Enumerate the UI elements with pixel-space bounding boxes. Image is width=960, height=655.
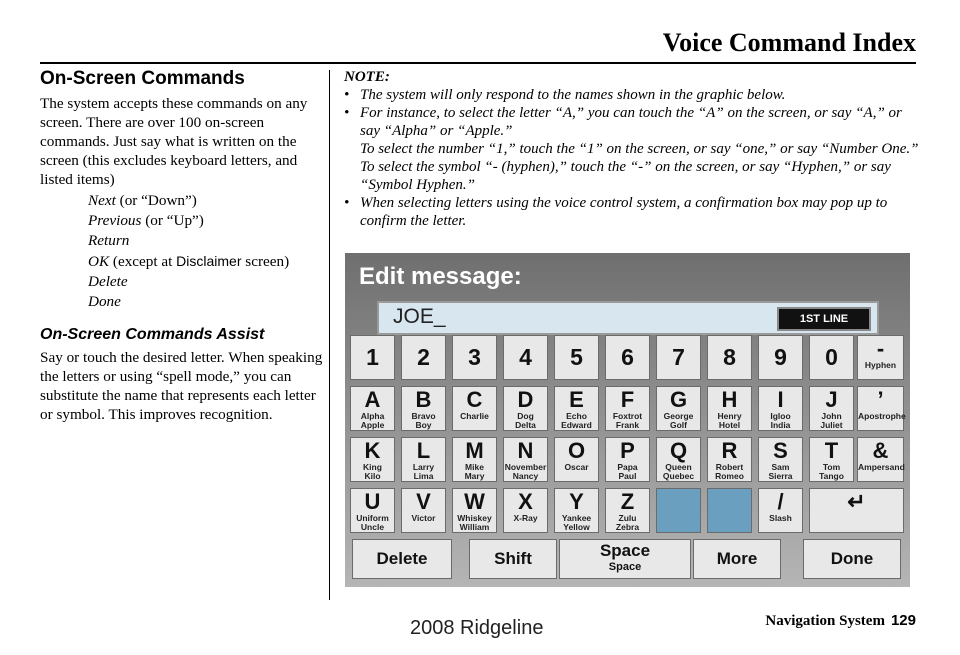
command-done: Done <box>88 293 121 310</box>
key-6[interactable]: 6 <box>605 335 650 380</box>
screen-title: Edit message: <box>359 263 522 290</box>
shift-button[interactable]: Shift <box>469 539 557 579</box>
key-n[interactable]: N November Nancy <box>504 438 547 481</box>
key-z[interactable]: Z Zulu Zebra <box>605 488 650 533</box>
page-header-title: Voice Command Index <box>662 28 916 57</box>
key-g[interactable]: G George Golf <box>656 386 701 431</box>
first-line-button[interactable]: 1ST LINE <box>777 307 871 331</box>
key-k[interactable]: K King Kilo <box>350 437 395 482</box>
note-block <box>344 68 924 230</box>
key-d[interactable]: D Dog Delta <box>503 386 548 431</box>
key-2[interactable]: 2 <box>401 335 446 380</box>
watermark-text: 2008 Ridgeline <box>410 617 544 639</box>
key-t[interactable]: T Tom Tango <box>809 437 854 482</box>
note-sub-number: To select the number “1,” touch the “1” on the screen, or say “one,” or say “Number One.” <box>360 141 919 157</box>
command-previous: Previous (or “Up”) <box>88 212 204 229</box>
key-7[interactable]: 7 <box>656 335 701 380</box>
column-divider <box>329 70 330 600</box>
note-bullet-1: • The system will only respond to the names shown in the graphic below. <box>344 87 786 103</box>
command-ok: OK (except at Disclaimer screen) <box>88 253 290 270</box>
key-s[interactable]: S Sam Sierra <box>758 437 803 482</box>
key-b[interactable]: B Bravo Boy <box>401 386 446 431</box>
key-5[interactable]: 5 <box>554 335 599 380</box>
footer-label: Navigation System <box>765 613 885 629</box>
key-f[interactable]: F Foxtrot Frank <box>605 386 650 431</box>
key-i[interactable]: I Igloo India <box>758 386 803 431</box>
delete-button[interactable]: Delete <box>352 539 452 579</box>
key-hyphen[interactable]: - Hyphen <box>857 335 904 380</box>
space-button-sublabel: Space <box>608 561 642 573</box>
key-a[interactable]: A Alpha Apple <box>350 386 395 431</box>
key-apostrophe[interactable]: ’ Apostrophe <box>857 386 904 431</box>
more-button[interactable]: More <box>693 539 781 579</box>
key-4[interactable]: 4 <box>503 335 548 380</box>
space-button-label: Space <box>599 541 651 560</box>
page-footer <box>765 612 916 630</box>
section-intro: The system accepts these commands on any screen. There are over 100 on-screen commands. Just say what is written on the screen (this excludes keyboard letters, and listed items) <box>40 95 308 188</box>
command-return: Return <box>88 232 130 249</box>
key-u[interactable]: U Uniform Uncle <box>350 488 395 533</box>
space-button[interactable] <box>559 539 691 579</box>
left-column <box>40 68 325 424</box>
message-input-value: JOE_ <box>393 305 446 328</box>
key-q[interactable]: Q Queen Quebec <box>656 437 701 482</box>
key-9[interactable]: 9 <box>758 335 803 380</box>
command-delete: Delete <box>88 273 128 290</box>
key-p[interactable]: P Papa Paul <box>605 437 650 482</box>
key-l[interactable]: L Larry Lima <box>401 437 446 482</box>
key-1[interactable]: 1 <box>350 335 395 380</box>
key-j[interactable]: J John Juliet <box>809 386 854 431</box>
enter-key[interactable] <box>809 488 904 533</box>
page-number: 129 <box>890 612 916 629</box>
key-slash[interactable]: / Slash <box>758 488 803 533</box>
key-blank <box>707 488 752 533</box>
note-title: NOTE: <box>344 69 390 85</box>
key-y[interactable]: Y Yankee Yellow <box>554 488 599 533</box>
note-sub-symbol: To select the symbol “- (hyphen),” touch the “-” on the screen, or say “Hyphen,” or say “Symbol Hyphen.” <box>360 159 891 193</box>
key-blank <box>656 488 701 533</box>
key-v[interactable]: V Victor <box>401 488 446 533</box>
note-bullet-3: • When selecting letters using the voice control system, a confirmation box may pop up to confirm the letter. <box>344 195 888 229</box>
key-0[interactable]: 0 <box>809 335 854 380</box>
key-c[interactable]: C Charlie <box>452 386 497 431</box>
command-list <box>40 191 325 312</box>
enter-icon: ↵ <box>847 489 866 514</box>
message-input[interactable] <box>377 301 879 335</box>
done-button[interactable]: Done <box>803 539 901 579</box>
section-title: On-Screen Commands <box>40 68 245 89</box>
key-8[interactable]: 8 <box>707 335 752 380</box>
header-rule <box>40 62 916 64</box>
assist-title: On-Screen Commands Assist <box>40 326 265 343</box>
key-o[interactable]: O Oscar <box>554 437 599 482</box>
key-ampersand[interactable]: & Ampersand <box>857 437 904 482</box>
key-e[interactable]: E Echo Edward <box>554 386 599 431</box>
key-r[interactable]: R Robert Romeo <box>707 437 752 482</box>
key-3[interactable]: 3 <box>452 335 497 380</box>
key-h[interactable]: H Henry Hotel <box>707 386 752 431</box>
command-next: Next (or “Down”) <box>88 192 197 209</box>
key-w[interactable]: W Whiskey William <box>452 488 497 533</box>
key-m[interactable]: M Mike Mary <box>452 437 497 482</box>
note-bullet-2: • For instance, to select the letter “A,” you can touch the “A” on the screen, or say “A,” or say “Alpha” or “Apple.” <box>344 105 902 139</box>
key-x[interactable]: X X-Ray <box>503 488 548 533</box>
assist-text: Say or touch the desired letter. When speaking the letters or using “spell mode,” you can substitute the name that represents each letter or symbol. This improves recognition. <box>40 349 323 423</box>
edit-message-screen <box>345 253 910 587</box>
